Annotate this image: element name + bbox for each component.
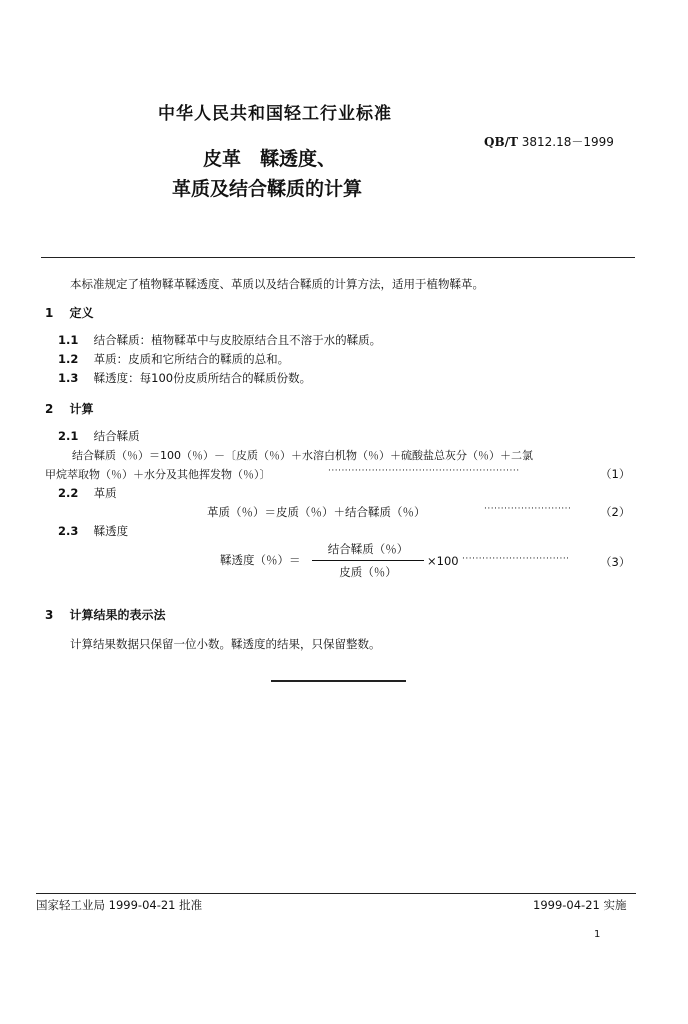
subsection-number: 2.1 [58, 429, 79, 443]
subsection-2-3 [58, 523, 128, 539]
definition-item [58, 370, 311, 386]
document-title-line2: 革质及结合鞣质的计算 [172, 178, 363, 200]
section1-number: 1 [45, 306, 54, 320]
formula2-tag: （2） [600, 505, 631, 519]
section3-title: 计算结果的表示法 [69, 608, 166, 622]
formula3-numerator: 结合鞣质（％） [312, 541, 424, 561]
formula3-tag: （3） [600, 555, 631, 569]
effective-date: 1999-04-21 实施 [533, 898, 627, 912]
section2-heading [45, 400, 94, 417]
standard-title: 中华人民共和国轻工行业标准 [158, 104, 392, 124]
section1-title: 定义 [69, 306, 94, 320]
formula1-line2: 甲烷萃取物（％）＋水分及其他挥发物（％）〕 [45, 468, 271, 481]
issuing-authority: 国家轻工业局 1999-04-21 批准 [36, 898, 203, 912]
end-rule [271, 680, 406, 682]
formula1-tag: （1） [600, 467, 631, 481]
formula2: 革质（％）＝皮质（％）＋结合鞣质（％） [207, 505, 426, 519]
subsection-title: 革质 [93, 486, 117, 500]
section3-heading [45, 606, 166, 623]
section2-number: 2 [45, 402, 54, 416]
formula3-lhs: 鞣透度（％）＝ [220, 553, 301, 567]
definition-number: 1.2 [58, 352, 79, 366]
standard-code-number: 3812.18－1999 [521, 135, 614, 149]
definition-text: 革质：皮质和它所结合的鞣质的总和。 [93, 352, 290, 366]
subsection-2-2 [58, 485, 117, 501]
formula1-leader-dots: ························································· [328, 466, 520, 476]
formula3-leader-dots: ································ [462, 554, 570, 564]
subsection-2-1 [58, 428, 140, 444]
definition-number: 1.3 [58, 371, 79, 385]
formula2-leader-dots: ·························· [484, 504, 572, 514]
definition-number: 1.1 [58, 333, 79, 347]
page-number: 1 [594, 929, 601, 940]
section3-number: 3 [45, 608, 54, 622]
subsection-number: 2.3 [58, 524, 79, 538]
document-title-line1: 皮革 鞣透度、 [203, 148, 337, 170]
section2-title: 计算 [69, 402, 94, 416]
formula3-fraction [312, 541, 424, 580]
standard-code [484, 133, 614, 150]
definition-item [58, 351, 289, 367]
section3-paragraph: 计算结果数据只保留一位小数。鞣透度的结果，只保留整数。 [70, 637, 381, 651]
formula3-rhs: ×100 [427, 554, 459, 568]
formula3-denominator: 皮质（％） [339, 565, 397, 579]
formula1-line1: 结合鞣质（％）＝100（％）－〔皮质（％）＋水溶白机物（％）＋硫酸盐总灰分（％）＋二氯 [72, 449, 533, 462]
section1-heading [45, 304, 94, 321]
definition-text: 结合鞣质：植物鞣革中与皮胶原结合且不溶于水的鞣质。 [93, 333, 382, 347]
definition-item [58, 332, 381, 348]
intro-paragraph: 本标准规定了植物鞣革鞣透度、革质以及结合鞣质的计算方法，适用于植物鞣革。 [70, 277, 484, 291]
definition-text: 鞣透度：每100份皮质所结合的鞣质份数。 [93, 371, 312, 385]
footer-divider [36, 893, 636, 894]
subsection-title: 结合鞣质 [93, 429, 140, 443]
standard-code-prefix: QB/T [484, 135, 518, 149]
subsection-title: 鞣透度 [93, 524, 129, 538]
header-divider [41, 257, 635, 258]
subsection-number: 2.2 [58, 486, 79, 500]
